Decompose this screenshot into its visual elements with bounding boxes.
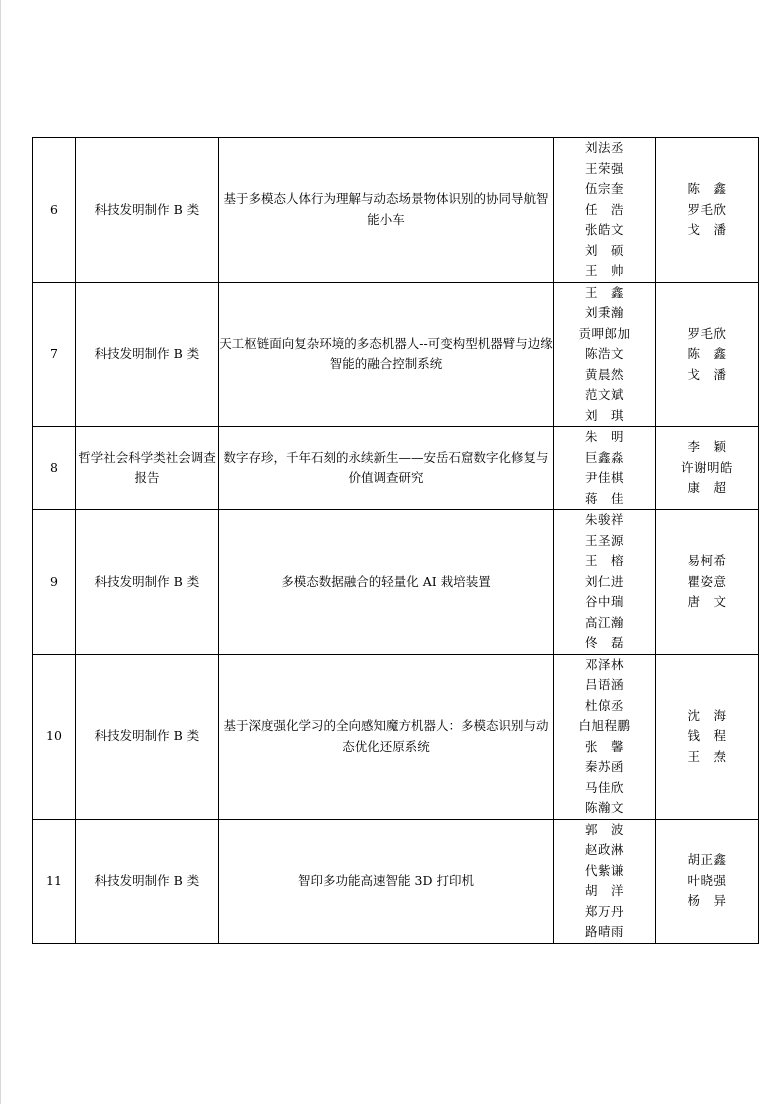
award-category: 科技发明制作 B 类: [76, 654, 219, 819]
team-members: [554, 819, 656, 943]
advisor-name: 叶晓强: [687, 872, 727, 888]
member-name: 代紫谦: [584, 862, 624, 878]
member-name: 佟 磊: [584, 635, 624, 650]
advisors: [656, 282, 759, 427]
project-title: 数字存珍，千年石刻的永续新生——安岳石窟数字化修复与价值调查研究: [219, 427, 554, 510]
member-name: 朱骏祥: [584, 512, 624, 527]
member-name: 赵政淋: [584, 842, 624, 857]
advisor-name: 戈 潘: [687, 222, 727, 237]
member-name: 秦苏函: [584, 759, 624, 774]
team-members: [554, 138, 656, 283]
member-name: 王 榕: [584, 553, 624, 568]
member-name: 王 鑫: [584, 284, 624, 300]
advisor-name: 沈 海: [687, 707, 727, 723]
advisors: [656, 654, 759, 819]
award-category: 科技发明制作 B 类: [76, 510, 219, 655]
awards-table-body: [33, 138, 759, 944]
table-row: [33, 282, 759, 427]
award-category: 科技发明制作 B 类: [76, 819, 219, 943]
member-name: 刘法丞: [584, 140, 624, 155]
team-members: [554, 654, 656, 819]
advisor-name: 易柯希: [687, 553, 727, 568]
row-number: 7: [33, 282, 76, 427]
advisor-name: 瞿姿意: [687, 573, 727, 589]
member-name: 高江瀚: [584, 614, 624, 630]
member-name: 范文斌: [584, 387, 624, 402]
page-border: [0, 0, 1, 1104]
member-name: 刘秉瀚: [584, 305, 624, 320]
member-name: 陈浩文: [584, 346, 624, 361]
table-row: [33, 819, 759, 943]
member-name: 白旭程鹏: [578, 718, 631, 733]
member-name: 贡呷郎加: [578, 325, 631, 341]
row-number: 6: [33, 138, 76, 283]
advisor-name: 唐 文: [687, 594, 727, 609]
advisor-name: 钱 程: [687, 728, 727, 744]
project-title: 基于多模态人体行为理解与动态场景物体识别的协同导航智能小车: [219, 138, 554, 283]
member-name: 朱 明: [584, 429, 624, 444]
row-number: 11: [33, 819, 76, 943]
advisor-name: 王 焘: [687, 748, 727, 764]
advisor-name: 戈 潘: [687, 366, 727, 382]
row-number: 9: [33, 510, 76, 655]
project-title: 多模态数据融合的轻量化 AI 栽培装置: [219, 510, 554, 655]
advisors: [656, 819, 759, 943]
advisor-name: 罗毛欣: [687, 201, 727, 217]
project-title: 智印多功能高速智能 3D 打印机: [219, 819, 554, 943]
member-name: 刘 琪: [584, 407, 624, 423]
member-name: 马佳欣: [584, 779, 624, 795]
table-row: [33, 654, 759, 819]
advisors: [656, 427, 759, 510]
advisors: [656, 510, 759, 655]
member-name: 刘 硕: [584, 242, 624, 258]
project-title: 基于深度强化学习的全向感知魔方机器人：多模态识别与动态优化还原系统: [219, 654, 554, 819]
advisor-name: 陈 鑫: [687, 181, 727, 196]
award-category: 哲学社会科学类社会调查报告: [76, 427, 219, 510]
award-category: 科技发明制作 B 类: [76, 138, 219, 283]
table-row: [33, 138, 759, 283]
member-name: 王圣源: [584, 532, 624, 548]
member-name: 刘仁进: [584, 573, 624, 589]
member-name: 伍宗奎: [584, 181, 624, 196]
row-number: 8: [33, 427, 76, 510]
advisor-name: 杨 异: [687, 893, 727, 909]
member-name: 杜倞丞: [584, 697, 624, 713]
advisor-name: 罗毛欣: [687, 325, 727, 341]
member-name: 蒋 佳: [584, 490, 624, 506]
award-category: 科技发明制作 B 类: [76, 282, 219, 427]
member-name: 路晴雨: [584, 924, 624, 939]
member-name: 胡 洋: [584, 883, 624, 898]
advisor-name: 陈 鑫: [687, 346, 727, 361]
advisor-name: 康 超: [687, 480, 727, 496]
team-members: [554, 510, 656, 655]
member-name: 巨鑫淼: [584, 449, 624, 465]
advisor-name: 李 颖: [687, 439, 727, 455]
member-name: 郑万丹: [584, 903, 624, 919]
member-name: 吕语涵: [584, 677, 624, 692]
team-members: [554, 427, 656, 510]
member-name: 尹佳棋: [584, 470, 624, 485]
member-name: 任 浩: [584, 201, 624, 217]
row-number: 10: [33, 654, 76, 819]
member-name: 邓泽林: [584, 656, 624, 672]
project-title: 天工枢链面向复杂环境的多态机器人--可变构型机器臂与边缘智能的融合控制系统: [219, 282, 554, 427]
member-name: 张 馨: [584, 738, 624, 754]
member-name: 郭 波: [584, 821, 624, 837]
team-members: [554, 282, 656, 427]
member-name: 黄晨然: [584, 366, 624, 382]
table-row: [33, 427, 759, 510]
member-name: 张皓文: [584, 222, 624, 237]
advisor-name: 胡正鑫: [687, 852, 727, 868]
awards-table: [32, 137, 759, 944]
member-name: 王 帅: [584, 263, 624, 278]
advisor-name: 许谢明皓: [680, 459, 733, 475]
member-name: 王荣强: [584, 160, 624, 176]
advisors: [656, 138, 759, 283]
member-name: 陈瀚文: [584, 800, 624, 815]
member-name: 谷中瑞: [584, 594, 624, 609]
table-row: [33, 510, 759, 655]
